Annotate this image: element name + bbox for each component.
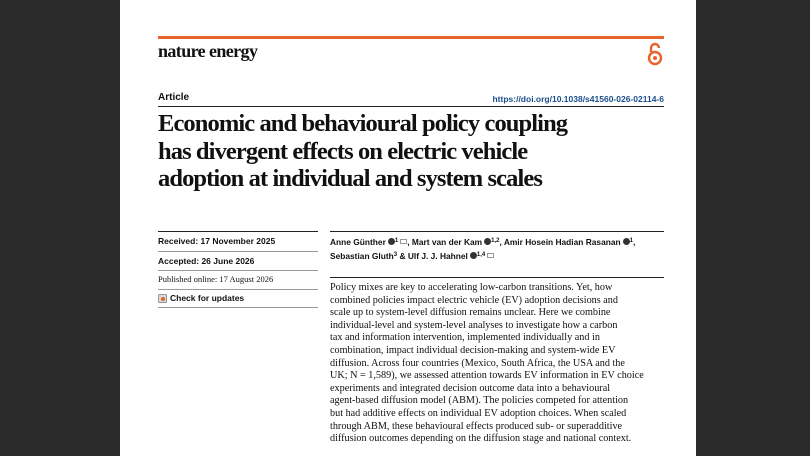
doi-link[interactable]: https://doi.org/10.1038/s41560-026-02114-6 [492, 94, 664, 104]
accepted-date: Accepted: 26 June 2026 [158, 256, 255, 266]
check-updates-icon [158, 294, 167, 303]
divider [158, 307, 318, 308]
abstract [330, 282, 664, 446]
received-date: Received: 17 November 2025 [158, 236, 276, 246]
title-line: has divergent effects on electric vehicle [158, 137, 528, 165]
affiliation-ref: 1,2 [491, 238, 500, 244]
article-page [120, 0, 696, 456]
orcid-icon[interactable] [388, 238, 395, 245]
divider [158, 251, 318, 252]
abstract-line: agent-based diffusion model (ABM). The policies competed for attention [330, 395, 629, 407]
orcid-icon[interactable] [470, 252, 477, 259]
author-name[interactable]: Anne Günther [330, 237, 386, 247]
divider [330, 277, 664, 278]
abstract-line: through ABM, these behavioural effects produced sub- or superadditive [330, 420, 623, 432]
abstract-line: Policy mixes are key to accelerating low-carbon transitions. Yet, how [330, 282, 613, 293]
abstract-line: individual-level and system-level analyses to investigate how a carbon [330, 319, 618, 331]
author-name[interactable]: Sebastian Gluth [330, 251, 394, 261]
open-access-icon [646, 42, 664, 66]
abstract-line: experiments and integrated decision outcome data into a behavioural [330, 382, 611, 394]
author-separator: , [499, 237, 502, 247]
author-ampersand: & [399, 251, 406, 261]
author-list [330, 235, 664, 263]
abstract-line: combination, impact individual decision-making and system-wide EV [330, 344, 616, 356]
divider [158, 106, 664, 107]
orcid-icon[interactable] [623, 238, 630, 245]
author-line [330, 249, 664, 263]
author-name[interactable]: Ulf J. J. Hahnel [407, 251, 468, 261]
affiliation-ref: 1 [629, 238, 633, 244]
abstract-line: scale up to system-level diffusion remains unclear. Here we combine [330, 307, 611, 319]
author-separator: , [407, 237, 410, 247]
abstract-line: diffusion outcomes depending on the diffusion stage and national context. [330, 433, 632, 445]
abstract-line: diffusion. Across four countries (Mexico, South Africa, the USA and the [330, 357, 625, 369]
author-name[interactable]: Amir Hosein Hadian Rasanan [503, 237, 621, 247]
published-date: Published online: 17 August 2026 [158, 274, 274, 284]
title-line: Economic and behavioural policy coupling [158, 110, 568, 137]
journal-accent-bar [158, 36, 664, 39]
article-title [158, 110, 668, 193]
divider [158, 270, 318, 271]
divider [158, 289, 318, 290]
abstract-line: tax and information intervention, implemented individually and in [330, 332, 600, 344]
check-updates-label: Check for updates [170, 293, 245, 303]
abstract-line: but had additive effects on individual EV adoption choices. When scaled [330, 407, 627, 419]
affiliation-ref: 1,4 [476, 252, 486, 258]
check-for-updates-button[interactable] [158, 293, 244, 303]
abstract-line: UK; N = 1,589), we assessed attention towards EV information in EV choice [330, 370, 644, 382]
affiliation-ref: 3 [393, 252, 398, 258]
author-name[interactable]: Mart van der Kam [411, 237, 483, 247]
email-icon[interactable] [487, 253, 494, 258]
divider [158, 231, 318, 232]
author-line [330, 235, 664, 249]
abstract-line: combined policies impact electric vehicle (EV) adoption decisions and [330, 294, 618, 306]
affiliation-ref: 1 [394, 238, 399, 244]
author-separator: , [632, 237, 636, 247]
journal-name: nature energy [158, 41, 258, 61]
article-type-label: Article [158, 92, 190, 103]
title-line: adoption at individual and system scales [158, 165, 542, 192]
divider [330, 231, 664, 232]
